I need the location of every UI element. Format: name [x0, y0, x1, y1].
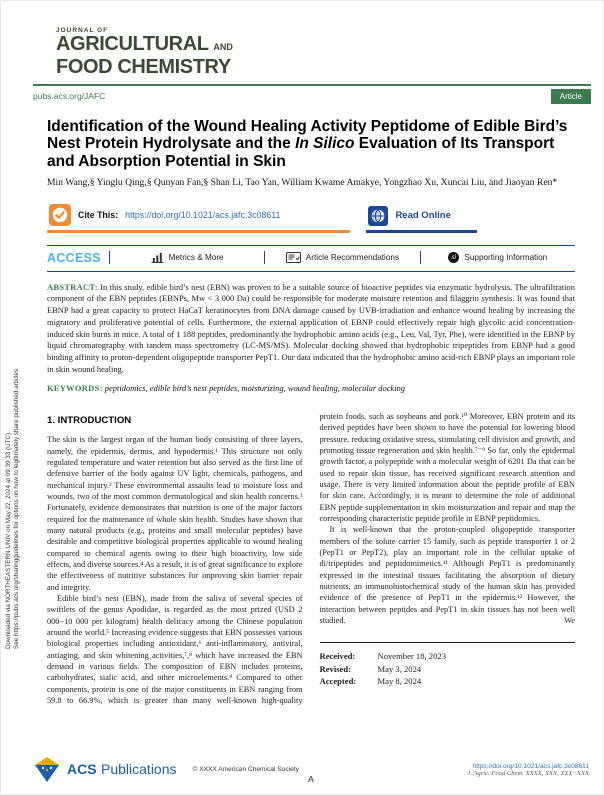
metrics-and-more-link[interactable]: [110, 252, 264, 263]
access-bar: [47, 245, 575, 272]
cite-this: [47, 202, 350, 233]
journal-name-line2: FOOD CHEMISTRY: [56, 56, 231, 78]
received-dates-block: [320, 642, 576, 688]
intro-paragraph-4: It is well-known that the proton-coupled oligopeptide transporter members of the solute carrier 15 family, such as peptide transporter 1 or 2 (PepT1 or PepT2), play an important role in the cellular uptake of di/tripeptides and peptidomimetics.¹¹ Although PepT1 is predominantly expressed in the intestinal tissues facilitating the absorption of dietary nutrients, an immunohistochemical study of the human skin has provided evidence of the presence of PepT1 in the epidermis.¹² However, the interaction between peptides and PepT1 in skin tissues has not been well studied. We: [319, 525, 575, 626]
abstract-label: ABSTRACT:: [47, 281, 98, 292]
intro-paragraph-3: protein foods, such as soybeans and pork.¹⁰ Moreover, EBN protein and its derived peptides have been shown to have the potential for lowering blood pressure, reducing oxidative stress, stimulating cell division and growth, and promoting tissue regeneration and skin health.⁷⁻⁹ So far, only the epidermal growth factor, a polypeptide with a molecular weight of 6201 Da that can be used to repair skin tissue, has received significant research attention and usage. There is very limited information about the peptide profile of EBN for skin care. Accordingly, it is meant to determine the role of additional EBN peptide supplementation in skin moisturization and repair and map the corresponding characteristic peptide profile in EBNP peptidomics.: [319, 411, 575, 523]
journal-of-text: JOURNAL OF: [56, 27, 109, 34]
title-part2: Evaluation of Its Transport and Absorption Potential in Skin: [47, 135, 555, 170]
si-icon: si: [448, 252, 459, 263]
copyright-text: © XXXX American Chemical Society: [192, 766, 299, 773]
page-footer: [33, 757, 589, 782]
received-label: Received:: [319, 651, 356, 662]
access-link[interactable]: ACCESS: [47, 250, 101, 265]
download-notice: [5, 149, 20, 649]
authors-line: Min Wang,§ Yinglu Qing,§ Qunyan Fan,§ Shan Li, Tao Yan, William Kwame Amakye, Yongzhao Xu, Xuncai Liu, and Jiaoyan Ren*: [47, 177, 558, 188]
right-column: [320, 411, 576, 707]
download-notice-line1: Downloaded via NORTHEASTERN UNIV on May 22, 2024 at 09:39:33 (UTC).: [5, 431, 12, 649]
revised-value: May 3, 2024: [377, 663, 422, 674]
received-row: [320, 650, 576, 663]
title-italic: In Silico: [295, 135, 355, 152]
journal-logo[interactable]: [56, 27, 603, 77]
intro-paragraph-2: Edible bird’s nest (EBN), made from the saliva of several species of swiftlets of the genus Apodidae, is regarded as the most prized (USD 2 000−10 000 per kilogram) health delicacy among the Chinese population around the world.⁵ Increasing evidence suggests that EBN possesses various biological properties including antioxidant,⁶ anti-inflammatory, antiviral, antiaging, and skin whitening activities,⁷,⁸ which have increased the EBN demand in various fields. The composition of EBN includes proteins, carbohydrates, sialic acid, and other microelements.⁹ Compared to other components, protein is one of the major constituents in EBN ranging from 59.8 to 66.9%, which is greater than many well-known high-quality: [47, 594, 303, 706]
keywords-text: peptidomics, edible bird’s nest peptides, moisturizing, wound healing, molecular docking: [104, 382, 406, 393]
footer-citation-block: [467, 763, 589, 777]
supporting-info-label: Supporting Information: [464, 253, 548, 262]
accepted-label: Accepted:: [319, 676, 357, 687]
read-online-label: Read Online: [395, 210, 451, 221]
cite-row: [47, 202, 575, 233]
recommendations-icon: [286, 252, 301, 263]
revised-row: [320, 663, 576, 676]
title-part1: Identification of the Wound Healing Activity Peptidome of Edible Bird’s Nest Protein Hydrolysate and the: [47, 117, 568, 152]
journal-name-agricultural: AGRICULTURAL: [56, 33, 209, 55]
keywords-label: KEYWORDS:: [47, 382, 103, 393]
footer-journal-citation: J. Agric. Food Chem. XXXX, XXX, XXX−XXX: [467, 769, 589, 777]
cite-check-icon: [49, 204, 71, 226]
abstract-text: In this study, edible bird’s nest (EBN) was proven to be a suitable source of bioactive peptides via enzymatic hydrolysis. The ultrafiltration component of the EBN peptides (EBNPs, Mw < 3 000 Da) could be responsible for moderate moisture retention and filaggrin synthesis. It was found that EBNP had a great capacity to protect HaCaT keratinocytes from DNA damage caused by UVB-irradiation and enhance wound healing by increasing the migratory and proliferative potential of cells. Furthermore, the external application of EBNP could effectively repair high glycolic acid concentration-induced skin burns in mice. A total of 1 188 peptides, predominantly the hydrophobic amino acids (e.g., Leu, Val, Tyr, Phe), were identified in the EBNP by liquid chromatography with tandem mass spectrometry (LC-MS/MS). Molecular docking showed that hydrophobic tripeptides from EBNP had a good binding affinity to proton-dependent oligopeptide transporter PepT1. Our data indicated that the hydrophobic amino acid-rich EBNP plays an important role in skin wound healing.: [47, 281, 575, 375]
abstract-paragraph: [47, 282, 575, 376]
header-row: [33, 89, 591, 104]
doi-link[interactable]: https://doi.org/10.1021/acs.jafc.3c08611: [125, 209, 281, 220]
header-divider: [33, 84, 591, 86]
journal-name-and: AND: [213, 42, 233, 52]
footer-doi-link[interactable]: https://doi.org/10.1021/acs.jafc.3c08611: [472, 762, 589, 770]
revised-label: Revised:: [319, 663, 352, 674]
acs-word: ACS: [67, 760, 97, 777]
article-type-badge: Article: [551, 89, 591, 104]
journal-url-link[interactable]: pubs.acs.org/JAFC: [33, 91, 106, 102]
recommendations-label: Article Recommendations: [305, 253, 400, 262]
globe-icon: [368, 206, 388, 226]
metrics-label: Metrics & More: [168, 253, 224, 262]
read-online-button[interactable]: [366, 204, 476, 233]
page-letter: A: [308, 774, 314, 784]
left-column: [47, 411, 303, 707]
journal-name-line1: [56, 34, 603, 57]
accepted-value: May 8, 2024: [377, 676, 422, 687]
accepted-row: [320, 675, 576, 688]
body-columns: [47, 411, 575, 707]
keywords-line: [47, 383, 575, 393]
article-main: [47, 118, 575, 707]
article-recommendations-link[interactable]: [265, 252, 419, 263]
page-title: [47, 118, 575, 171]
intro-paragraph-1: The skin is the largest organ of the human body consisting of three layers, namely, the epidermis, dermis, and hypodermis.¹ This structure not only regulated temperature and water retention but also served as the first line of defensive barrier of the body against UV light, chemicals, pathogens, and mechanical injury.² These environmental assaults lead to moisture loss and wounds, two of the most common dermatological and skin health concerns.³ Fortunately, evidence demonstrates that nutrition is one of the major factors required for the maintenance of whole skin health. Studies have shown that many natural products (e.g., proteins and small molecular peptides) have desirable and competitive biological properties applicable to wound healing compared to chemical agents owing to their high bioactivity, low side effects, and diverse sources.⁴ As a result, it is of great significance to explore the effectiveness of nutritive substances for improving skin barrier repair and integrity.: [47, 435, 303, 592]
cite-label: Cite This:: [78, 209, 119, 220]
publications-word: Publications: [101, 760, 177, 777]
download-notice-line2: See https://pubs.acs.org/sharingguidelines for options on how to legitimately share published articles.: [12, 367, 20, 649]
bar-chart-icon: [151, 252, 164, 263]
acs-diamond-icon: [33, 757, 61, 782]
acs-publications-logo[interactable]: [33, 757, 177, 782]
section-heading-introduction: 1. INTRODUCTION: [47, 414, 132, 426]
supporting-information-link[interactable]: [421, 252, 575, 263]
received-value: November 18, 2023: [377, 651, 446, 662]
